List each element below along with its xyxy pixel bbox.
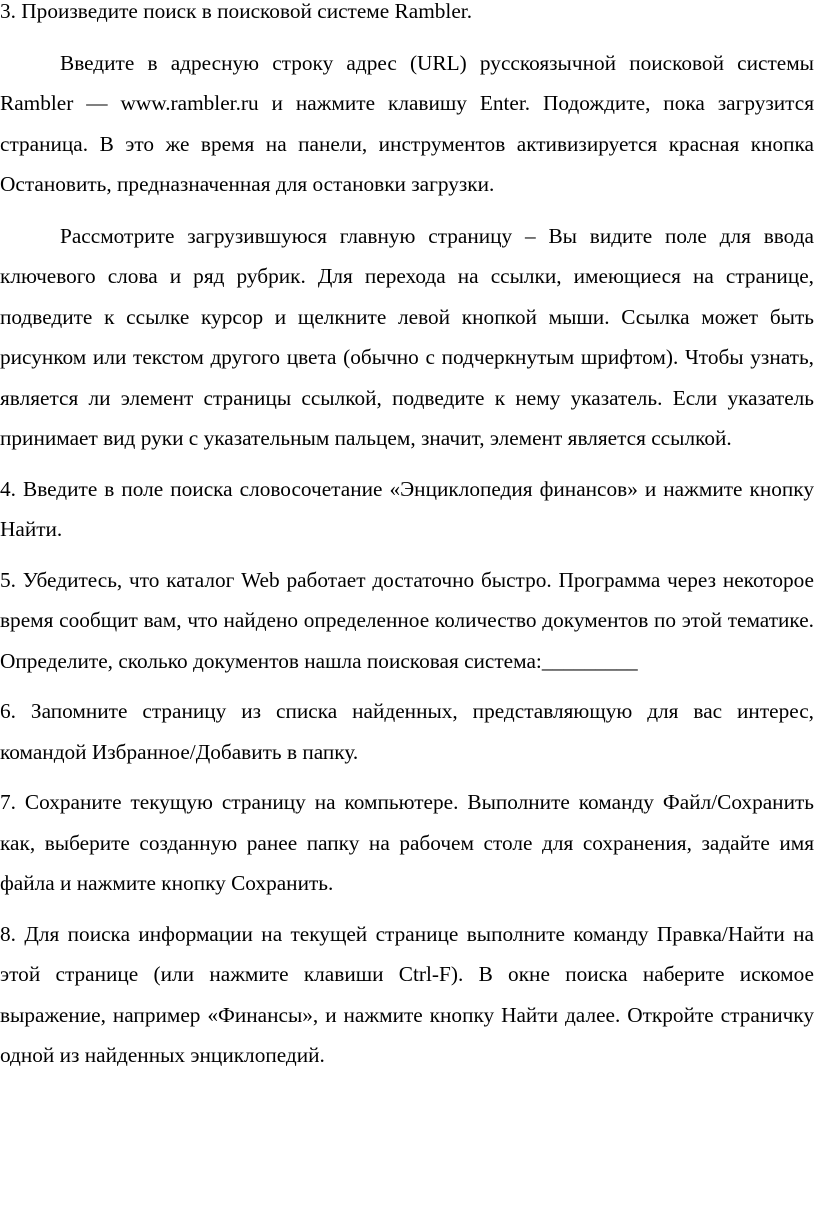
step-3-heading: 3. Произведите поиск в поисковой системе Rambler.: [0, 0, 473, 23]
step-5-text: 5. Убедитесь, что каталог Web работает достаточно быстро. Программа через некоторое время сообщит вам, что найдено определенное количество документов по этой тематике. Определите, сколько документов нашла поисковая система:: [0, 567, 814, 673]
step-6-paragraph: 6. Запомните страницу из списка найденных, представляющую для вас интерес, командой Избранное/Добавить в папку.: [0, 699, 814, 764]
step-3-paragraph-links: Рассмотрите загрузившуюся главную страницу – Вы видите поле для ввода ключевого слова и ряд рубрик. Для перехода на ссылки, имеющиеся на странице, подведите к ссылке курсор и щелкните левой кнопкой мыши. Ссылка может быть рисунком или текстом другого цвета (обычно с подчеркнутым шрифтом). Чтобы узнать, является ли элемент страницы ссылкой, подведите к нему указатель. Если указатель принимает вид руки с указательным пальцем, значит, элемент является ссылкой.: [0, 223, 814, 450]
step-4-paragraph: 4. Введите в поле поиска словосочетание «Энциклопедия финансов» и нажмите кнопку Найти.: [0, 476, 814, 541]
step-5-answer-blank: _________: [541, 648, 638, 673]
step-5-paragraph: [0, 560, 814, 682]
step-7-paragraph: 7. Сохраните текущую страницу на компьютере. Выполните команду Файл/Сохранить как, выберите созданную ранее папку на рабочем столе для сохранения, задайте имя файла и нажмите кнопку Сохранить.: [0, 790, 814, 895]
step-8-paragraph: 8. Для поиска информации на текущей странице выполните команду Правка/Найти на этой странице (или нажмите клавиши Ctrl-F). В окне поиска наберите искомое выражение, например «Финансы», и нажмите кнопку Найти далее. Откройте страничку одной из найденных энциклопедий.: [0, 921, 814, 1067]
step-3-paragraph-url: Введите в адресную строку адрес (URL) русскоязычной поисковой системы Rambler — www.rambler.ru и нажмите клавишу Enter. Подождите, пока загрузится страница. В это же время на панели, инструментов активизируется красная кнопка Остановить, предназначенная для остановки загрузки.: [0, 50, 814, 196]
